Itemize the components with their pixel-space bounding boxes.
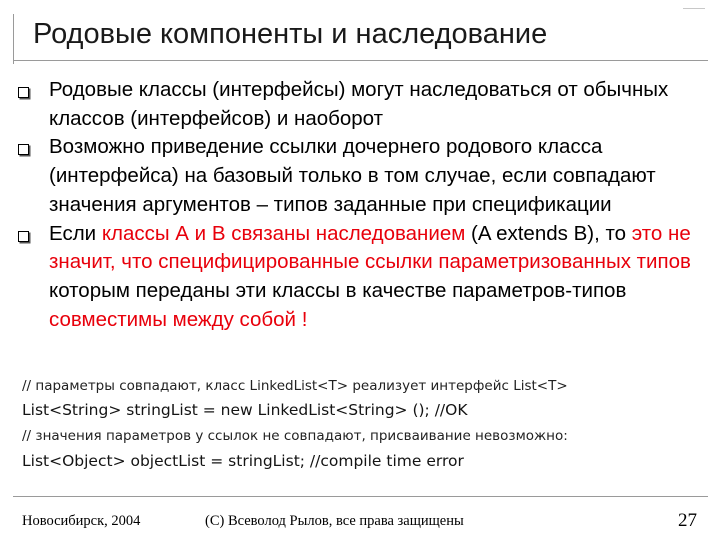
title-bottom-rule (13, 60, 708, 61)
highlighted-text: классы А и В связаны наследованием (101, 221, 466, 245)
bullet-text-run: (A extends B), то (465, 221, 632, 245)
bullet-text-run: Родовые классы (интерфейсы) могут наследоваться от обычных классов (интерфейсов) и наоборот (49, 78, 669, 130)
page-number: 27 (678, 510, 697, 531)
bullet-item (18, 133, 708, 219)
code-line-1: List<String> stringList = new LinkedList<String> (); //OK (22, 401, 468, 419)
bullet-text (49, 78, 668, 130)
bullet-item (18, 220, 708, 335)
highlighted-text: это не значит, что специфицированные ссылки параметризованных типов (49, 221, 691, 274)
code-line-2: List<Object> objectList = stringList; //compile time error (22, 452, 464, 470)
corner-mark (683, 8, 705, 9)
bullet-text-run: Если (49, 221, 102, 245)
title-left-rule (13, 14, 14, 64)
bullet-item (18, 76, 708, 133)
bullet-text-run: которым переданы эти классы в качестве параметров-типов (49, 278, 627, 302)
bullet-text-run: Возможно приведение ссылки дочернего родового класса (интерфейса) на базовый только в том случае, если совпадают значения аргументов – типов заданные при спецификации (49, 135, 656, 216)
bullet-text (49, 135, 656, 215)
checkbox-bullet-icon (18, 87, 29, 98)
code-comment-2: // значения параметров у ссылок не совпадают, присваивание невозможно: (22, 428, 568, 444)
slide-title: Родовые компоненты и наследование (33, 18, 548, 50)
bullet-text (49, 222, 691, 331)
bullet-list (18, 76, 708, 334)
footer-rule (13, 496, 708, 497)
checkbox-bullet-icon (18, 231, 29, 242)
checkbox-bullet-icon (18, 144, 29, 155)
footer-copyright: (С) Всеволод Рылов, все права защищены (205, 513, 464, 529)
footer-location: Новосибирск, 2004 (22, 513, 141, 529)
highlighted-text: совместимы между собой ! (49, 307, 308, 331)
code-comment-1: // параметры совпадают, класс LinkedList<T> реализует интерфейс List<T> (22, 378, 568, 394)
